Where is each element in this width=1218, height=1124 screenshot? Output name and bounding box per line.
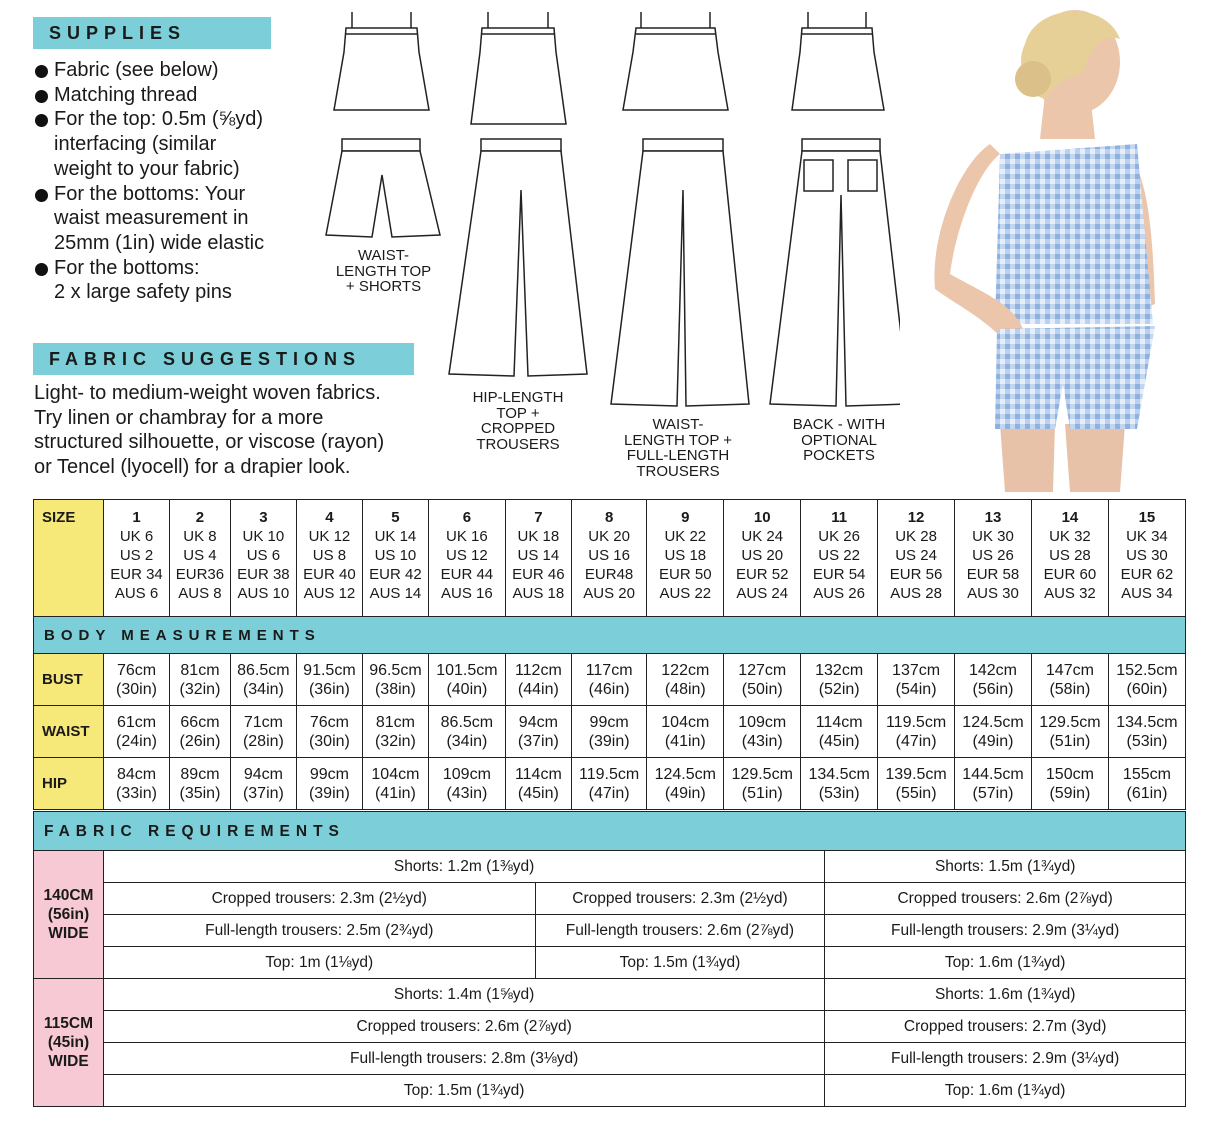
measurement-cell <box>724 706 801 758</box>
size-aus: AUS 26 <box>813 585 865 602</box>
full-length-trousers-illustration <box>611 139 749 406</box>
value-in: (24in) <box>116 732 157 750</box>
width-115-label: 115CM (45in) WIDE <box>34 979 104 1107</box>
view-caption-3: WAIST- LENGTH TOP + FULL-LENGTH TROUSERS <box>624 416 732 480</box>
size-uk: UK 10 <box>242 528 285 545</box>
req-cell: Top: 1.6m (1¾yd) <box>825 1075 1186 1107</box>
measurement-cell <box>1031 654 1108 706</box>
supplies-heading: SUPPLIES <box>33 17 271 49</box>
value-cm: 134.5cm <box>1116 713 1178 731</box>
value-cm: 86.5cm <box>237 661 290 679</box>
size-aus: AUS 18 <box>512 585 565 602</box>
size-cell <box>571 500 646 617</box>
value-in: (40in) <box>446 680 488 698</box>
value-in: (46in) <box>588 680 630 698</box>
measurement-cell <box>296 706 362 758</box>
list-item-cont: interfacing (similar <box>54 133 217 156</box>
value-cm: 76cm <box>116 661 157 679</box>
view-caption-1: WAIST- LENGTH TOP + SHORTS <box>335 247 432 295</box>
size-label: SIZE <box>34 500 104 617</box>
size-eur: EUR 56 <box>889 566 943 583</box>
value-in: (37in) <box>242 784 284 802</box>
value-in: (30in) <box>308 732 350 750</box>
value-cm: 104cm <box>661 713 710 731</box>
size-eur: EUR36 <box>175 566 225 583</box>
size-uk: UK 22 <box>664 528 707 545</box>
value-cm: 119.5cm <box>885 713 947 731</box>
view-caption-2: HIP-LENGTH TOP + CROPPED TROUSERS <box>472 389 564 453</box>
value-in: (43in) <box>741 732 783 750</box>
size-n: 4 <box>325 509 334 526</box>
size-uk: UK 30 <box>972 528 1014 545</box>
measurement-cell <box>878 706 955 758</box>
list-item-cont: 2 x large safety pins <box>54 281 232 304</box>
size-us: US 6 <box>246 547 281 564</box>
cropped-trousers-illustration <box>449 139 587 376</box>
value-cm: 127cm <box>738 661 787 679</box>
value-cm: 124.5cm <box>962 713 1024 731</box>
size-us: US 12 <box>446 547 488 564</box>
size-aus: AUS 28 <box>890 585 942 602</box>
value-in: (44in) <box>517 680 559 698</box>
size-us: US 2 <box>119 547 154 564</box>
size-us: US 20 <box>741 547 784 564</box>
measurement-cell <box>724 654 801 706</box>
req-cell: Top: 1m (1⅛yd) <box>103 947 535 979</box>
req-cell: Full-length trousers: 2.9m (3¼yd) <box>825 1043 1186 1075</box>
value-in: (30in) <box>116 680 157 698</box>
req-cell: Cropped trousers: 2.6m (2⅞yd) <box>825 883 1186 915</box>
measurement-cell <box>955 758 1032 810</box>
size-us: US 28 <box>1049 547 1091 564</box>
value-in: (33in) <box>116 784 157 802</box>
size-aus: AUS 16 <box>441 585 493 602</box>
size-eur: EUR 38 <box>237 566 290 583</box>
measurement-cell <box>505 758 571 810</box>
value-in: (39in) <box>588 732 630 750</box>
model-photo <box>905 4 1193 492</box>
measurement-cell <box>428 706 505 758</box>
measurement-cell <box>647 654 724 706</box>
value-cm: 139.5cm <box>885 765 947 783</box>
measurement-cell <box>362 654 428 706</box>
measurement-cell <box>1108 654 1185 706</box>
size-aus: AUS 6 <box>114 585 159 602</box>
size-n: 6 <box>462 509 472 526</box>
req-cell: Shorts: 1.6m (1¾yd) <box>825 979 1186 1011</box>
measurement-cell <box>1108 706 1185 758</box>
measurement-cell <box>1108 758 1185 810</box>
value-cm: 147cm <box>1045 661 1094 679</box>
value-in: (49in) <box>972 732 1014 750</box>
value-in: (45in) <box>517 784 559 802</box>
value-cm: 99cm <box>309 765 349 783</box>
size-eur: EUR 40 <box>303 566 356 583</box>
value-cm: 99cm <box>589 713 629 731</box>
size-n: 5 <box>391 509 400 526</box>
measurement-cell <box>362 706 428 758</box>
req-cell: Cropped trousers: 2.3m (2½yd) <box>535 883 825 915</box>
size-n: 10 <box>753 509 771 526</box>
value-cm: 94cm <box>518 713 558 731</box>
value-cm: 129.5cm <box>1039 713 1101 731</box>
measurement-cell <box>230 706 296 758</box>
req-cell: Top: 1.5m (1¾yd) <box>103 1075 824 1107</box>
measurement-cell <box>1031 758 1108 810</box>
list-item: Fabric (see below) <box>34 58 264 83</box>
measurement-cell <box>647 706 724 758</box>
value-in: (36in) <box>308 680 350 698</box>
text-line: Try linen or chambray for a more <box>34 406 324 429</box>
value-cm: 155cm <box>1122 765 1171 783</box>
size-eur: EUR 44 <box>440 566 494 583</box>
measurement-label: BUST <box>34 654 104 706</box>
size-cell <box>230 500 296 617</box>
size-aus: AUS 14 <box>369 585 422 602</box>
value-cm: 96.5cm <box>369 661 422 679</box>
value-in: (39in) <box>308 784 350 802</box>
value-in: (60in) <box>1126 680 1168 698</box>
measurement-cell <box>505 654 571 706</box>
size-cell <box>878 500 955 617</box>
req-cell: Shorts: 1.2m (1⅜yd) <box>103 851 824 883</box>
size-cell <box>724 500 801 617</box>
size-us: US 4 <box>183 547 217 564</box>
top-illustration-4 <box>792 12 884 110</box>
value-in: (51in) <box>1049 732 1091 750</box>
size-aus: AUS 12 <box>303 585 356 602</box>
size-n: 1 <box>132 509 141 526</box>
measurement-cell <box>571 706 646 758</box>
size-row <box>34 500 1186 617</box>
value-in: (52in) <box>818 680 860 698</box>
value-cm: 124.5cm <box>654 765 716 783</box>
view-caption-4: BACK - WITH OPTIONAL POCKETS <box>792 416 886 464</box>
value-in: (61in) <box>1126 784 1168 802</box>
size-us: US 14 <box>517 547 560 564</box>
size-cell <box>170 500 231 617</box>
size-eur: EUR 50 <box>659 566 712 583</box>
size-us: US 24 <box>895 547 937 564</box>
fabric-suggestions-heading: FABRIC SUGGESTIONS <box>33 343 414 375</box>
value-cm: 142cm <box>968 661 1017 679</box>
value-cm: 66cm <box>180 713 220 731</box>
value-cm: 84cm <box>116 765 157 783</box>
supplies-list <box>34 58 264 305</box>
req-cell: Shorts: 1.5m (1¾yd) <box>825 851 1186 883</box>
size-us: US 8 <box>312 547 347 564</box>
size-n: 8 <box>604 509 614 526</box>
measurement-cell <box>878 654 955 706</box>
value-in: (32in) <box>179 680 221 698</box>
size-n: 11 <box>831 509 848 526</box>
value-in: (41in) <box>374 784 416 802</box>
req-cell: Cropped trousers: 2.6m (2⅞yd) <box>103 1011 824 1043</box>
value-in: (26in) <box>179 732 221 750</box>
size-eur: EUR 60 <box>1043 566 1097 583</box>
size-n: 9 <box>681 509 690 526</box>
fabric-requirements-heading: FABRIC REQUIREMENTS <box>34 812 1186 851</box>
size-us: US 18 <box>664 547 707 564</box>
list-item: For the bottoms: Your <box>34 182 264 207</box>
req-cell: Full-length trousers: 2.8m (3⅛yd) <box>103 1043 824 1075</box>
size-aus: AUS 32 <box>1044 585 1096 602</box>
size-cell <box>1108 500 1185 617</box>
value-cm: 101.5cm <box>436 661 498 679</box>
size-eur: EUR 34 <box>110 566 163 583</box>
size-cell <box>801 500 878 617</box>
size-aus: AUS 10 <box>237 585 290 602</box>
list-item: For the bottoms: <box>34 256 264 281</box>
top-illustration-2 <box>471 12 566 124</box>
measurement-cell <box>170 654 231 706</box>
value-in: (38in) <box>374 680 416 698</box>
size-uk: UK 16 <box>446 528 488 545</box>
table-row <box>34 706 1186 758</box>
value-in: (58in) <box>1049 680 1091 698</box>
value-cm: 61cm <box>116 713 157 731</box>
list-item: For the top: 0.5m (⅝yd) <box>34 107 264 132</box>
size-cell <box>428 500 505 617</box>
size-eur: EUR 54 <box>812 566 866 583</box>
size-uk: UK 32 <box>1049 528 1091 545</box>
size-uk: UK 28 <box>895 528 937 545</box>
size-cell <box>362 500 428 617</box>
size-chart-table <box>33 499 1186 810</box>
measurement-cell <box>505 706 571 758</box>
size-cell <box>104 500 170 617</box>
size-uk: UK 8 <box>183 528 217 545</box>
top-illustration-1 <box>334 12 429 110</box>
measurement-cell <box>801 706 878 758</box>
body-measurements-heading: BODY MEASUREMENTS <box>34 617 1186 654</box>
value-cm: 132cm <box>815 661 864 679</box>
value-cm: 81cm <box>180 661 220 679</box>
back-trousers-illustration <box>770 139 900 406</box>
text-line: Light- to medium-weight woven fabrics. <box>34 382 381 404</box>
value-in: (59in) <box>1049 784 1091 802</box>
size-cell <box>296 500 362 617</box>
value-in: (45in) <box>818 732 860 750</box>
req-cell: Top: 1.6m (1¾yd) <box>825 947 1186 979</box>
measurement-cell <box>1031 706 1108 758</box>
value-in: (32in) <box>374 732 416 750</box>
measurement-cell <box>296 758 362 810</box>
value-in: (54in) <box>895 680 937 698</box>
list-item-cont: 25mm (1in) wide elastic <box>54 231 265 254</box>
list-item-cont: waist measurement in <box>54 207 249 230</box>
width-140-label: 140CM (56in) WIDE <box>34 851 104 979</box>
value-cm: 89cm <box>180 765 220 783</box>
table-row <box>34 758 1186 810</box>
value-in: (34in) <box>446 732 488 750</box>
size-uk: UK 34 <box>1126 528 1168 545</box>
measurement-label: WAIST <box>34 706 104 758</box>
value-cm: 144.5cm <box>962 765 1024 783</box>
value-in: (57in) <box>972 784 1014 802</box>
measurement-cell <box>647 758 724 810</box>
list-item-cont: weight to your fabric) <box>54 157 240 180</box>
measurement-cell <box>571 758 646 810</box>
size-us: US 10 <box>374 547 417 564</box>
size-us: US 22 <box>818 547 860 564</box>
value-in: (51in) <box>741 784 783 802</box>
value-cm: 137cm <box>892 661 941 679</box>
measurement-cell <box>428 758 505 810</box>
measurement-cell <box>104 654 170 706</box>
text-line: or Tencel (lyocell) for a drapier look. <box>34 455 351 478</box>
req-cell: Cropped trousers: 2.7m (3yd) <box>825 1011 1186 1043</box>
top-illustration-3 <box>623 12 728 110</box>
size-eur: EUR 58 <box>966 566 1020 583</box>
size-cell <box>955 500 1032 617</box>
value-in: (53in) <box>818 784 860 802</box>
size-eur: EUR 42 <box>369 566 422 583</box>
size-n: 15 <box>1138 509 1156 526</box>
value-cm: 114cm <box>815 713 863 731</box>
size-cell <box>647 500 724 617</box>
value-in: (47in) <box>895 732 937 750</box>
value-in: (35in) <box>179 784 221 802</box>
list-item: Matching thread <box>34 83 264 108</box>
size-aus: AUS 30 <box>967 585 1019 602</box>
value-in: (34in) <box>242 680 284 698</box>
value-cm: 152.5cm <box>1116 661 1178 679</box>
size-n: 3 <box>259 509 268 526</box>
measurement-cell <box>955 654 1032 706</box>
text-line: structured silhouette, or viscose (rayon) <box>34 431 385 453</box>
size-uk: UK 24 <box>741 528 784 545</box>
req-cell: Full-length trousers: 2.5m (2¾yd) <box>103 915 535 947</box>
value-cm: 109cm <box>442 765 491 783</box>
size-uk: UK 6 <box>119 528 154 545</box>
value-cm: 112cm <box>514 661 562 679</box>
measurement-cell <box>955 706 1032 758</box>
size-n: 14 <box>1061 509 1079 526</box>
size-aus: AUS 22 <box>659 585 712 602</box>
measurement-cell <box>104 706 170 758</box>
measurement-cell <box>170 758 231 810</box>
value-cm: 91.5cm <box>303 661 356 679</box>
shorts-illustration <box>326 139 440 237</box>
measurement-cell <box>230 758 296 810</box>
measurement-cell <box>230 654 296 706</box>
value-in: (43in) <box>446 784 488 802</box>
req-cell: Top: 1.5m (1¾yd) <box>535 947 825 979</box>
value-cm: 114cm <box>514 765 562 783</box>
value-cm: 122cm <box>661 661 710 679</box>
size-uk: UK 20 <box>588 528 630 545</box>
size-uk: UK 18 <box>517 528 560 545</box>
size-us: US 16 <box>588 547 630 564</box>
measurement-cell <box>104 758 170 810</box>
value-in: (47in) <box>588 784 630 802</box>
value-cm: 76cm <box>309 713 349 731</box>
size-eur: EUR48 <box>584 566 634 583</box>
measurement-label: HIP <box>34 758 104 810</box>
size-cell <box>1031 500 1108 617</box>
garment-illustrations <box>320 8 900 408</box>
fabric-requirements-table <box>33 811 1186 1107</box>
size-eur: EUR 62 <box>1120 566 1174 583</box>
value-cm: 71cm <box>243 713 283 731</box>
size-aus: AUS 24 <box>736 585 789 602</box>
value-in: (48in) <box>664 680 706 698</box>
size-cell <box>505 500 571 617</box>
req-cell: Full-length trousers: 2.6m (2⅞yd) <box>535 915 825 947</box>
measurement-cell <box>571 654 646 706</box>
value-cm: 104cm <box>371 765 420 783</box>
req-cell: Full-length trousers: 2.9m (3¼yd) <box>825 915 1186 947</box>
size-n: 12 <box>907 509 925 526</box>
measurement-cell <box>428 654 505 706</box>
value-in: (41in) <box>664 732 706 750</box>
value-in: (53in) <box>1126 732 1168 750</box>
measurement-cell <box>170 706 231 758</box>
value-cm: 119.5cm <box>579 765 640 783</box>
size-uk: UK 26 <box>818 528 860 545</box>
value-in: (50in) <box>741 680 783 698</box>
req-cell: Shorts: 1.4m (1⅝yd) <box>103 979 824 1011</box>
value-in: (56in) <box>972 680 1014 698</box>
size-n: 2 <box>195 509 205 526</box>
req-cell: Cropped trousers: 2.3m (2½yd) <box>103 883 535 915</box>
value-cm: 129.5cm <box>731 765 793 783</box>
size-aus: AUS 20 <box>583 585 635 602</box>
table-row <box>34 654 1186 706</box>
measurement-cell <box>878 758 955 810</box>
value-cm: 81cm <box>375 713 415 731</box>
value-cm: 117cm <box>585 661 633 679</box>
value-in: (49in) <box>664 784 706 802</box>
size-uk: UK 12 <box>308 528 351 545</box>
size-n: 13 <box>984 509 1002 526</box>
value-cm: 109cm <box>738 713 787 731</box>
size-eur: EUR 46 <box>512 566 565 583</box>
measurement-cell <box>296 654 362 706</box>
measurement-cell <box>362 758 428 810</box>
value-in: (37in) <box>517 732 559 750</box>
value-cm: 134.5cm <box>808 765 870 783</box>
measurement-cell <box>801 758 878 810</box>
size-uk: UK 14 <box>374 528 417 545</box>
measurement-cell <box>724 758 801 810</box>
size-eur: EUR 52 <box>735 566 789 583</box>
value-in: (28in) <box>242 732 284 750</box>
size-n: 7 <box>534 509 543 526</box>
value-in: (55in) <box>895 784 937 802</box>
value-cm: 94cm <box>243 765 283 783</box>
size-us: US 30 <box>1126 547 1168 564</box>
value-cm: 150cm <box>1045 765 1094 783</box>
size-us: US 26 <box>972 547 1014 564</box>
size-aus: AUS 8 <box>178 585 222 602</box>
size-aus: AUS 34 <box>1121 585 1173 602</box>
measurement-cell <box>801 654 878 706</box>
value-cm: 86.5cm <box>440 713 494 731</box>
